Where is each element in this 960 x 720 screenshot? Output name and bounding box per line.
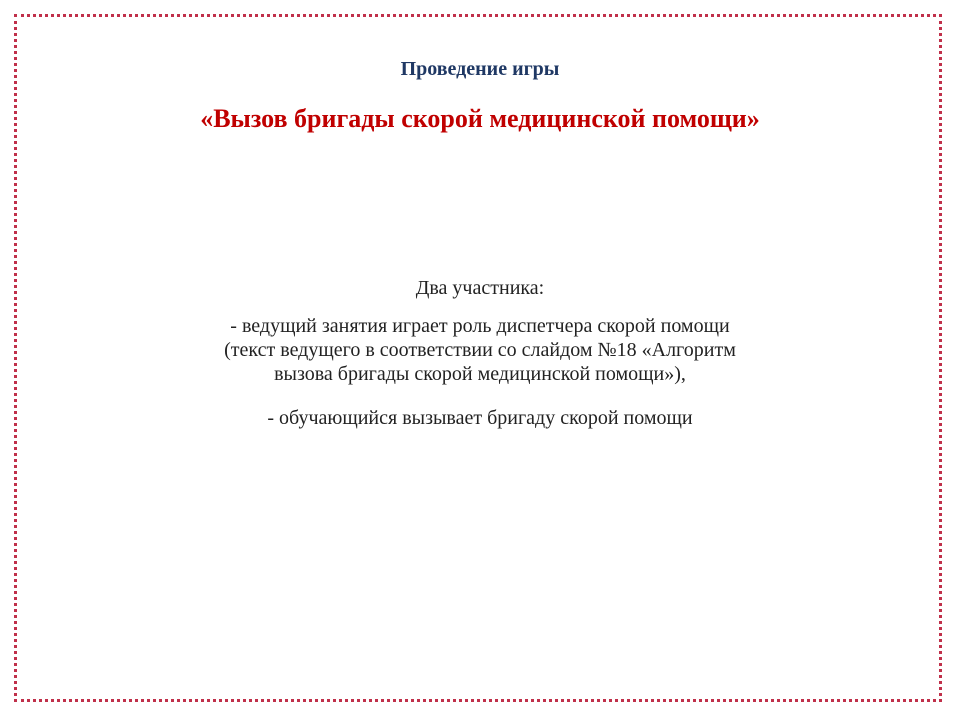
student-role-line: - обучающийся вызывает бригаду скорой помощи	[267, 407, 693, 429]
slide-title: «Вызов бригады скорой медицинской помощи»	[200, 104, 760, 133]
participants-label: Два участника:	[415, 277, 545, 299]
host-role-line: вызова бригады скорой медицинской помощи»),	[274, 363, 686, 385]
host-role-line: - ведущий занятия играет роль диспетчера скорой помощи	[230, 315, 730, 337]
host-role-paragraph	[0, 314, 960, 386]
host-role-line: (текст ведущего в соответствии со слайдом №18 «Алгоритм	[224, 339, 736, 361]
slide-subtitle: Проведение игры	[400, 58, 560, 80]
